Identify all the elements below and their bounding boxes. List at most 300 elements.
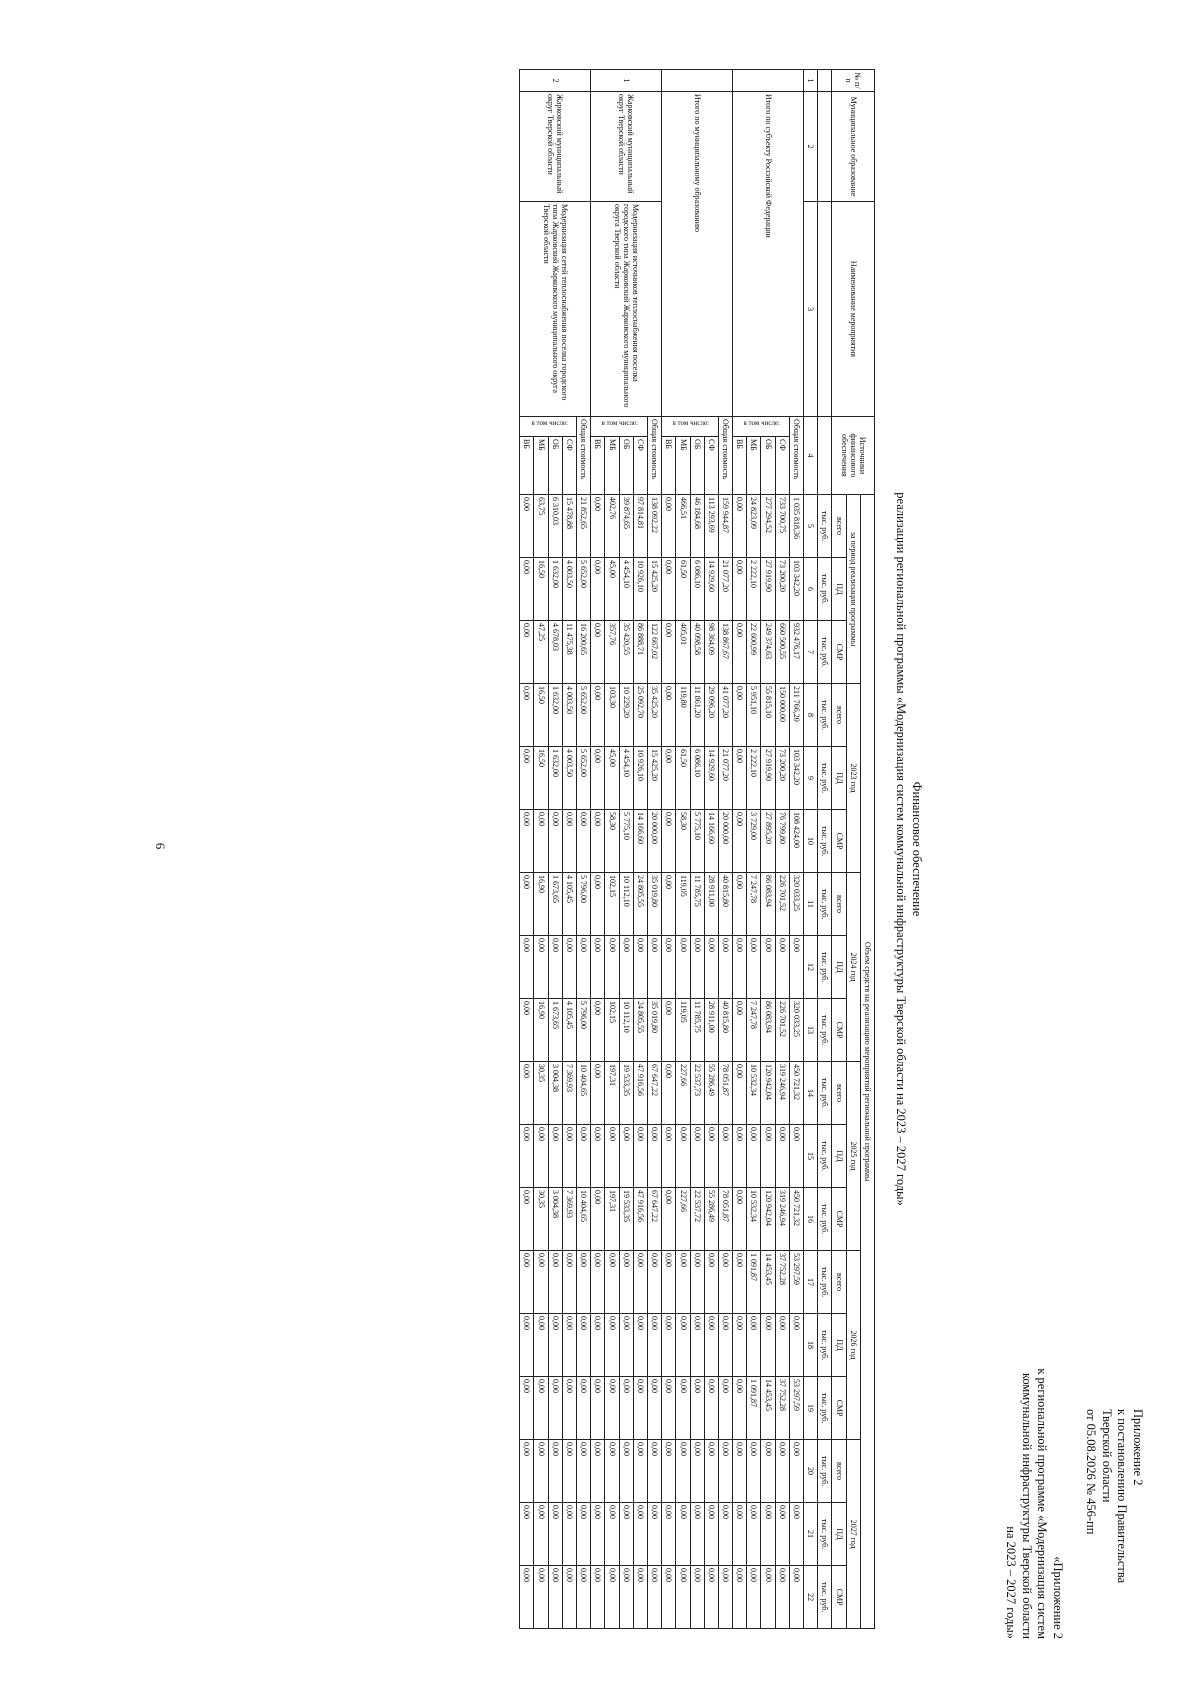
value-cell: 0,00 — [733, 935, 747, 998]
table-row — [718, 69, 732, 1628]
row-number — [733, 69, 804, 91]
value-cell: 27 895,20 — [761, 809, 775, 872]
value-cell: 4 003,50 — [562, 557, 576, 620]
value-cell: 61,50 — [676, 746, 690, 809]
appendix-line: от 05.08.2026 № 456-пп — [1084, 1408, 1099, 1534]
table-row — [648, 69, 662, 1628]
including-label — [520, 416, 577, 436]
value-cell: 0,00 — [733, 683, 747, 746]
subheader-cell: ПД — [832, 746, 846, 809]
value-cell: 3 729,00 — [747, 809, 761, 872]
value-cell: 6 086,10 — [690, 746, 704, 809]
value-cell: 0,00 — [591, 872, 605, 935]
value-cell: 0,00 — [676, 1250, 690, 1313]
value-cell: 47 916,56 — [633, 1061, 647, 1124]
value-cell: 10 112,10 — [619, 872, 633, 935]
value-cell: 0,00 — [648, 1376, 662, 1439]
value-cell: 19 533,35 — [619, 1187, 633, 1250]
value-cell: 0,00 — [789, 935, 803, 998]
value-cell: 5 652,00 — [577, 746, 591, 809]
subheader-cell: СМР — [832, 1376, 846, 1439]
value-cell: 0,00 — [534, 809, 548, 872]
row-number: 2 — [520, 69, 591, 91]
value-cell: 0,00 — [648, 1313, 662, 1376]
value-cell: 0,00 — [534, 1376, 548, 1439]
including-text: в том числе: — [743, 418, 781, 427]
unit-cell: тыс. руб. — [818, 1439, 832, 1502]
program-line: «Приложение 2 — [1051, 1555, 1065, 1639]
header-municipality: Муниципальное образование — [832, 91, 875, 201]
value-cell: 76 799,80 — [775, 809, 789, 872]
value-cell: 0,00 — [520, 1187, 534, 1250]
value-cell: 22 537,72 — [690, 1187, 704, 1250]
value-cell: 58,30 — [676, 809, 690, 872]
value-cell: 0,00 — [662, 746, 676, 809]
value-cell: 226 701,52 — [775, 998, 789, 1061]
municipality-name: Жарковский муниципальный округ Тверской области — [520, 91, 591, 201]
value-cell: 0,00 — [690, 1502, 704, 1565]
value-cell: 0,00 — [676, 1313, 690, 1376]
value-cell: 0,00 — [761, 1502, 775, 1565]
value-cell: 0,00 — [733, 809, 747, 872]
value-cell: 47,25 — [534, 620, 548, 683]
total-cost-label: Общая стоимость — [648, 416, 662, 494]
subheader-cell: СМР — [832, 998, 846, 1061]
value-cell: 0,00 — [562, 935, 576, 998]
value-cell: 0,00 — [591, 494, 605, 557]
source-code: СФ — [562, 436, 576, 494]
subheader-cell: ПД — [832, 935, 846, 998]
value-cell: 0,00 — [577, 1565, 591, 1628]
value-cell: 0,00 — [733, 1061, 747, 1124]
value-cell: 21 852,65 — [577, 494, 591, 557]
value-cell: 1 632,00 — [548, 746, 562, 809]
value-cell: 0,00 — [591, 746, 605, 809]
value-cell: 27 919,90 — [761, 746, 775, 809]
value-cell: 16,50 — [534, 746, 548, 809]
subheader-cell: СМР — [832, 620, 846, 683]
value-cell: 0,00 — [662, 935, 676, 998]
value-cell: 0,00 — [662, 1502, 676, 1565]
value-cell: 733 700,75 — [775, 494, 789, 557]
measure-name: Модернизация сетей теплоснабжения поселка городского типа Жарковский Жарковского муниципального округа Тверской области — [520, 201, 591, 416]
colnum-cell: 18 — [804, 1313, 818, 1376]
value-cell: 0,00 — [733, 557, 747, 620]
value-cell: 5 951,10 — [747, 683, 761, 746]
value-cell: 0,00 — [704, 1313, 718, 1376]
value-cell: 0,00 — [562, 1565, 576, 1628]
value-cell: 0,00 — [534, 1565, 548, 1628]
value-cell: 20 000,00 — [648, 809, 662, 872]
value-cell: 319 246,94 — [775, 1187, 789, 1250]
source-code: СФ — [775, 436, 789, 494]
colnum-cell: 20 — [804, 1439, 818, 1502]
value-cell: 58,30 — [605, 809, 619, 872]
value-cell: 932 476,17 — [789, 620, 803, 683]
row-number — [662, 69, 733, 91]
unit-cell: тыс. руб. — [818, 998, 832, 1061]
value-cell: 0,00 — [591, 1187, 605, 1250]
unit-cell: тыс. руб. — [818, 746, 832, 809]
value-cell: 0,00 — [648, 1124, 662, 1187]
value-cell: 0,00 — [534, 1439, 548, 1502]
value-cell: 0,00 — [633, 1439, 647, 1502]
value-cell: 1 673,65 — [548, 872, 562, 935]
value-cell: 0,00 — [591, 935, 605, 998]
value-cell: 55 815,10 — [761, 683, 775, 746]
value-cell: 249 374,63 — [761, 620, 775, 683]
value-cell: 0,00 — [605, 1124, 619, 1187]
including-text: в том числе: — [672, 418, 710, 427]
colnum-cell: 13 — [804, 998, 818, 1061]
value-cell: 0,00 — [676, 1565, 690, 1628]
source-code: МБ — [605, 436, 619, 494]
value-cell: 0,00 — [577, 1376, 591, 1439]
value-cell: 5 775,10 — [690, 809, 704, 872]
value-cell: 0,00 — [520, 1565, 534, 1628]
value-cell: 61,50 — [676, 557, 690, 620]
value-cell: 47 916,56 — [633, 1187, 647, 1250]
value-cell: 0,00 — [619, 1124, 633, 1187]
value-cell: 0,00 — [761, 1565, 775, 1628]
value-cell: 0,00 — [733, 494, 747, 557]
value-cell: 0,00 — [690, 1376, 704, 1439]
subheader-cell: всего — [832, 1250, 846, 1313]
value-cell: 22 537,73 — [690, 1061, 704, 1124]
value-cell: 0,00 — [704, 935, 718, 998]
value-cell: 10 926,10 — [633, 557, 647, 620]
value-cell: 0,00 — [591, 809, 605, 872]
value-cell: 0,00 — [633, 1565, 647, 1628]
value-cell: 0,00 — [747, 1502, 761, 1565]
value-cell: 0,00 — [591, 557, 605, 620]
value-cell: 21 077,20 — [718, 746, 732, 809]
value-cell: 0,00 — [690, 935, 704, 998]
colnum-cell: 8 — [804, 683, 818, 746]
header-volume: Объем средств на реализацию мероприятий региональной программы — [860, 494, 874, 1628]
program-line: на 2023 – 2027 годы» — [1004, 1525, 1019, 1639]
value-cell: 0,00 — [662, 1565, 676, 1628]
value-cell: 0,00 — [718, 1439, 732, 1502]
source-code: ВБ — [733, 436, 747, 494]
value-cell: 0,00 — [520, 683, 534, 746]
value-cell: 10 404,65 — [577, 1187, 591, 1250]
value-cell: 0,00 — [633, 1313, 647, 1376]
value-cell: 120 942,04 — [761, 1061, 775, 1124]
value-cell: 0,00 — [662, 1124, 676, 1187]
source-code: ВБ — [520, 436, 534, 494]
value-cell: 5 796,00 — [577, 872, 591, 935]
value-cell: 2 222,10 — [747, 746, 761, 809]
value-cell: 0,00 — [775, 1439, 789, 1502]
value-cell: 0,00 — [648, 1502, 662, 1565]
value-cell: 4 454,10 — [619, 746, 633, 809]
value-cell: 22 600,99 — [747, 620, 761, 683]
value-cell: 466,51 — [676, 494, 690, 557]
value-cell: 11 861,20 — [690, 683, 704, 746]
unit-cell: тыс. руб. — [818, 872, 832, 935]
blank-cell — [818, 416, 832, 494]
value-cell: 73 200,20 — [775, 557, 789, 620]
value-cell: 0,00 — [591, 1313, 605, 1376]
row-number: 1 — [591, 69, 662, 91]
value-cell: 0,00 — [520, 557, 534, 620]
program-line: коммунальной инфраструктуры Тверской области — [1019, 1372, 1034, 1639]
unit-cell: тыс. руб. — [818, 620, 832, 683]
value-cell: 320 033,25 — [789, 872, 803, 935]
colnum-cell: 5 — [804, 494, 818, 557]
value-cell: 0,00 — [520, 1061, 534, 1124]
colnum-cell: 7 — [804, 620, 818, 683]
value-cell: 0,00 — [648, 1250, 662, 1313]
value-cell: 0,00 — [789, 1439, 803, 1502]
value-cell: 3 004,38 — [548, 1061, 562, 1124]
value-cell: 41 077,20 — [718, 683, 732, 746]
value-cell: 0,00 — [548, 1124, 562, 1187]
value-cell: 29 096,20 — [704, 683, 718, 746]
value-cell: 0,00 — [520, 494, 534, 557]
header-2025: 2025 год — [846, 1061, 860, 1250]
title-line: Финансовое обеспечение — [910, 781, 924, 916]
value-cell: 0,00 — [591, 1250, 605, 1313]
value-cell: 55 286,49 — [704, 1061, 718, 1124]
value-cell: 20 000,00 — [718, 809, 732, 872]
value-cell: 40 815,80 — [718, 872, 732, 935]
value-cell: 0,00 — [662, 1250, 676, 1313]
value-cell: 0,00 — [605, 935, 619, 998]
value-cell: 197,31 — [605, 1187, 619, 1250]
unit-cell: тыс. руб. — [818, 1124, 832, 1187]
value-cell: 119,05 — [676, 872, 690, 935]
value-cell: 15 425,20 — [648, 557, 662, 620]
value-cell: 0,00 — [733, 1439, 747, 1502]
value-cell: 28 911,00 — [704, 998, 718, 1061]
value-cell: 0,00 — [690, 1565, 704, 1628]
value-cell: 0,00 — [520, 1313, 534, 1376]
value-cell: 78 051,87 — [718, 1187, 732, 1250]
value-cell: 108 424,00 — [789, 809, 803, 872]
source-code: ОБ — [619, 436, 633, 494]
value-cell: 14 453,45 — [761, 1376, 775, 1439]
value-cell: 0,00 — [662, 872, 676, 935]
value-cell: 102,15 — [605, 872, 619, 935]
value-cell: 0,00 — [548, 1502, 562, 1565]
unit-row — [818, 69, 832, 1628]
value-cell: 37 752,28 — [775, 1250, 789, 1313]
value-cell: 35 019,80 — [648, 998, 662, 1061]
blank-cell — [818, 91, 832, 201]
value-cell: 11 785,75 — [690, 998, 704, 1061]
value-cell: 0,00 — [548, 1565, 562, 1628]
value-cell: 122 667,02 — [648, 620, 662, 683]
header-period-total: за период реализации программы — [846, 494, 860, 683]
header-2026: 2026 год — [846, 1250, 860, 1439]
value-cell: 0,00 — [562, 1502, 576, 1565]
source-code: МБ — [676, 436, 690, 494]
value-cell: 0,00 — [747, 1124, 761, 1187]
value-cell: 0,00 — [648, 1439, 662, 1502]
source-code: ОБ — [761, 436, 775, 494]
value-cell: 0,00 — [591, 1061, 605, 1124]
value-cell: 0,00 — [520, 935, 534, 998]
value-cell: 45,00 — [605, 746, 619, 809]
value-cell: 0,00 — [690, 1250, 704, 1313]
table-row — [577, 69, 591, 1628]
value-cell: 14 166,60 — [704, 809, 718, 872]
value-cell: 14 929,60 — [704, 557, 718, 620]
value-cell: 11 475,38 — [562, 620, 576, 683]
value-cell: 0,00 — [662, 620, 676, 683]
value-cell: 4 454,10 — [619, 557, 633, 620]
value-cell: 0,00 — [704, 1124, 718, 1187]
value-cell: 0,00 — [633, 935, 647, 998]
value-cell: 14 453,45 — [761, 1250, 775, 1313]
value-cell: 0,00 — [761, 1439, 775, 1502]
document-title — [893, 29, 926, 1669]
header-2023: 2023 год — [846, 683, 860, 872]
unit-cell: тыс. руб. — [818, 1250, 832, 1313]
value-cell: 0,00 — [718, 1313, 732, 1376]
value-cell: 0,00 — [577, 1250, 591, 1313]
value-cell: 16,90 — [534, 998, 548, 1061]
value-cell: 0,00 — [733, 1313, 747, 1376]
value-cell: 0,00 — [775, 1313, 789, 1376]
value-cell: 0,00 — [789, 1313, 803, 1376]
value-cell: 53 297,59 — [789, 1376, 803, 1439]
value-cell: 227,66 — [676, 1061, 690, 1124]
value-cell: 40 098,58 — [690, 620, 704, 683]
value-cell: 0,00 — [676, 935, 690, 998]
value-cell: 0,00 — [520, 620, 534, 683]
value-cell: 5 796,00 — [577, 998, 591, 1061]
value-cell: 0,00 — [761, 1313, 775, 1376]
value-cell: 319 246,94 — [775, 1061, 789, 1124]
value-cell: 11 785,75 — [690, 872, 704, 935]
colnum-cell: 22 — [804, 1565, 818, 1628]
value-cell: 0,00 — [577, 1124, 591, 1187]
header-2027: 2027 год — [846, 1439, 860, 1628]
value-cell: 10 112,10 — [619, 998, 633, 1061]
value-cell: 45,00 — [605, 557, 619, 620]
page-number: 6 — [153, 842, 168, 850]
value-cell: 0,00 — [676, 1376, 690, 1439]
value-cell: 0,00 — [704, 1502, 718, 1565]
value-cell: 0,00 — [761, 1124, 775, 1187]
value-cell: 450 721,32 — [789, 1061, 803, 1124]
subheader-cell: СМР — [832, 1187, 846, 1250]
value-cell: 103 342,20 — [789, 557, 803, 620]
value-cell: 0,00 — [775, 1565, 789, 1628]
title-line: реализации региональной программы «Модернизация систем коммунальной инфраструктуры Тверской области на 2023 – 2027 годы» — [893, 491, 908, 1206]
value-cell: 98 364,09 — [704, 620, 718, 683]
value-cell: 5 652,00 — [577, 683, 591, 746]
value-cell: 19 533,35 — [619, 1061, 633, 1124]
value-cell: 0,00 — [534, 1502, 548, 1565]
value-cell: 102,15 — [605, 998, 619, 1061]
value-cell: 211 766,20 — [789, 683, 803, 746]
subheader-cell: всего — [832, 872, 846, 935]
colnum-cell: 17 — [804, 1250, 818, 1313]
value-cell: 0,00 — [520, 1502, 534, 1565]
value-cell: 0,00 — [690, 1313, 704, 1376]
including-label — [662, 416, 719, 436]
value-cell: 7 369,93 — [562, 1187, 576, 1250]
value-cell: 4 678,03 — [548, 620, 562, 683]
including-label — [733, 416, 790, 436]
municipality-name: Жарковский муниципальный округ Тверской области — [591, 91, 662, 201]
appendix-line: Приложение 2 — [1131, 1408, 1145, 1485]
including-text: в том числе: — [601, 418, 639, 427]
value-cell: 0,00 — [662, 1376, 676, 1439]
value-cell: 0,00 — [718, 1565, 732, 1628]
unit-cell: тыс. руб. — [818, 683, 832, 746]
value-cell: 0,00 — [662, 494, 676, 557]
value-cell: 10 926,10 — [633, 746, 647, 809]
header-measure: Наименование мероприятия — [832, 201, 875, 416]
value-cell: 277 294,52 — [761, 494, 775, 557]
value-cell: 0,00 — [562, 1124, 576, 1187]
total-cost-label: Общая стоимость — [789, 416, 803, 494]
colnum-cell: 12 — [804, 935, 818, 998]
value-cell: 0,00 — [520, 1376, 534, 1439]
value-cell: 0,00 — [690, 1439, 704, 1502]
value-cell: 0,00 — [619, 1502, 633, 1565]
source-code: СФ — [704, 436, 718, 494]
value-cell: 4 105,45 — [562, 998, 576, 1061]
value-cell: 4 003,50 — [562, 746, 576, 809]
total-cost-label: Общая стоимость — [718, 416, 732, 494]
blank-cell — [818, 201, 832, 416]
value-cell: 86 083,94 — [761, 872, 775, 935]
subheader-cell: всего — [832, 494, 846, 557]
value-cell: 0,00 — [591, 620, 605, 683]
value-cell: 86 888,71 — [633, 620, 647, 683]
subheader-cell: СМР — [832, 1565, 846, 1628]
colnum-cell: 21 — [804, 1502, 818, 1565]
header-2024: 2024 год — [846, 872, 860, 1061]
value-cell: 0,00 — [733, 1565, 747, 1628]
value-cell: 0,00 — [577, 1313, 591, 1376]
value-cell: 6 310,03 — [548, 494, 562, 557]
value-cell: 28 911,00 — [704, 872, 718, 935]
value-cell: 0,00 — [747, 1565, 761, 1628]
value-cell: 86 083,94 — [761, 998, 775, 1061]
value-cell: 0,00 — [775, 1502, 789, 1565]
value-cell: 0,00 — [789, 1124, 803, 1187]
value-cell: 0,00 — [704, 1376, 718, 1439]
value-cell: 138 867,67 — [718, 620, 732, 683]
value-cell: 16,50 — [534, 557, 548, 620]
value-cell: 226 701,52 — [775, 872, 789, 935]
value-cell: 14 166,60 — [633, 809, 647, 872]
value-cell: 63,75 — [534, 494, 548, 557]
value-cell: 0,00 — [662, 809, 676, 872]
value-cell: 0,00 — [789, 1565, 803, 1628]
value-cell: 10 532,34 — [747, 1187, 761, 1250]
value-cell: 0,00 — [520, 1250, 534, 1313]
value-cell: 0,00 — [633, 1124, 647, 1187]
value-cell: 0,00 — [733, 1502, 747, 1565]
value-cell: 0,00 — [520, 1439, 534, 1502]
table-body — [520, 69, 804, 1628]
source-code: ОБ — [548, 436, 562, 494]
colnum-cell: 1 — [804, 69, 818, 91]
value-cell: 0,00 — [577, 1502, 591, 1565]
value-cell: 0,00 — [789, 1502, 803, 1565]
value-cell: 0,00 — [733, 620, 747, 683]
unit-cell: тыс. руб. — [818, 809, 832, 872]
unit-cell: тыс. руб. — [818, 1187, 832, 1250]
